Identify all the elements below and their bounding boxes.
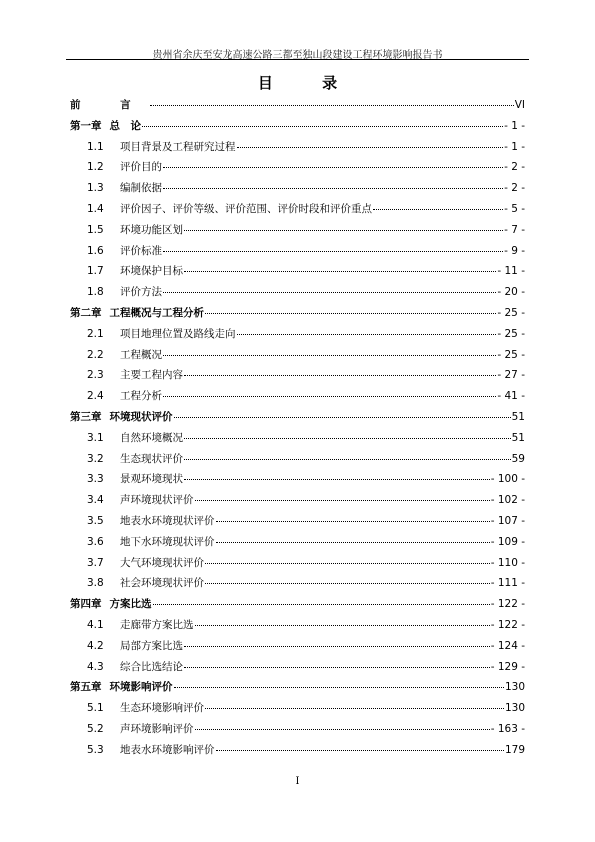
- toc-entry-title: 评价方法: [120, 286, 162, 299]
- toc-entry-title: 环境功能区划: [120, 223, 183, 236]
- toc-entry-title: 项目背景及工程研究过程: [120, 140, 236, 153]
- page-number: I: [295, 776, 300, 787]
- toc-entry-title: 工程概况与工程分析: [109, 306, 204, 319]
- toc-entry-title: 主要工程内容: [120, 369, 183, 382]
- toc-entry-number: 3.3: [87, 473, 104, 486]
- toc-entry-number: 1.2: [87, 161, 104, 174]
- toc-section-entry[interactable]: [70, 470, 525, 491]
- toc-entry-page: - 41 -: [497, 390, 525, 403]
- toc-section-entry[interactable]: [70, 387, 525, 408]
- toc-entry-title: 综合比选结论: [120, 660, 183, 673]
- toc-entry-title: 地表水环境现状评价: [120, 514, 215, 527]
- toc-section-entry[interactable]: [70, 325, 525, 346]
- dot-leader: [184, 260, 496, 272]
- dot-leader: [174, 676, 504, 688]
- dot-leader: [205, 697, 504, 709]
- toc-entry-title: 环境保护目标: [120, 265, 183, 278]
- toc-entry-page: - 27 -: [497, 369, 525, 382]
- toc-section-entry[interactable]: [70, 658, 525, 679]
- toc-section-entry[interactable]: [70, 429, 525, 450]
- toc-entry-title: 方案比选: [109, 598, 152, 611]
- table-of-contents: [70, 96, 525, 762]
- dot-leader: [195, 614, 490, 626]
- toc-section-entry[interactable]: [70, 200, 525, 221]
- toc-entry-number: 1.6: [87, 244, 104, 257]
- toc-section-entry[interactable]: [70, 699, 525, 720]
- dot-leader: [184, 656, 490, 668]
- toc-entry-title: 声环境现状评价: [120, 494, 194, 507]
- dot-leader: [216, 739, 504, 751]
- toc-section-entry[interactable]: [70, 533, 525, 554]
- toc-entry-number: 1.3: [87, 182, 104, 195]
- toc-section-entry[interactable]: [70, 554, 525, 575]
- toc-section-entry[interactable]: [70, 512, 525, 533]
- toc-entry-page: - 7 -: [504, 223, 525, 236]
- toc-entry-number: 2.2: [87, 348, 104, 361]
- toc-entry-page: 59: [511, 452, 525, 465]
- toc-section-entry[interactable]: [70, 158, 525, 179]
- dot-leader: [163, 344, 496, 356]
- toc-entry-title: 地表水环境影响评价: [120, 743, 215, 756]
- toc-chapter-entry[interactable]: [70, 408, 525, 429]
- toc-entry-page: VI: [514, 99, 525, 111]
- toc-section-entry[interactable]: [70, 283, 525, 304]
- dot-leader: [163, 385, 496, 397]
- toc-entry-page: - 122 -: [490, 618, 525, 631]
- toc-entry-title: 工程概况: [120, 348, 162, 361]
- toc-section-entry[interactable]: [70, 450, 525, 471]
- running-header: 贵州省余庆至安龙高速公路三都至独山段建设工程环境影响报告书: [152, 50, 443, 61]
- dot-leader: [184, 635, 490, 647]
- dot-leader: [205, 302, 496, 314]
- toc-entry-number: 5.3: [87, 743, 104, 756]
- toc-entry-number: 第二章: [70, 306, 102, 319]
- toc-chapter-entry[interactable]: [70, 595, 525, 616]
- toc-section-entry[interactable]: [70, 741, 525, 762]
- toc-section-entry[interactable]: [70, 346, 525, 367]
- toc-entry-page: - 110 -: [490, 556, 525, 569]
- toc-entry-page: - 109 -: [490, 535, 525, 548]
- toc-entry-page: - 102 -: [490, 494, 525, 507]
- toc-entry-page: - 5 -: [504, 202, 525, 215]
- toc-section-entry[interactable]: [70, 138, 525, 159]
- toc-chapter-entry[interactable]: [70, 117, 525, 138]
- dot-leader: [142, 115, 503, 127]
- toc-entry-number: 1.4: [87, 202, 104, 215]
- dot-leader: [184, 364, 496, 376]
- toc-entry-page: - 122 -: [490, 598, 525, 611]
- toc-entry-title: 声环境影响评价: [120, 722, 194, 735]
- toc-entry-title: 生态环境影响评价: [120, 702, 204, 715]
- toc-entry-number: 第五章: [70, 681, 102, 694]
- dot-leader: [216, 531, 490, 543]
- dot-leader: [184, 468, 490, 480]
- toc-entry-number: 1.8: [87, 286, 104, 299]
- toc-entry-page: - 9 -: [504, 244, 525, 257]
- dot-leader: [184, 219, 503, 231]
- dot-leader: [216, 510, 490, 522]
- toc-chapter-entry[interactable]: [70, 96, 525, 117]
- dot-leader: [237, 136, 504, 148]
- toc-entry-number: 1.5: [87, 223, 104, 236]
- toc-entry-title: 大气环境现状评价: [120, 556, 204, 569]
- toc-section-entry[interactable]: [70, 262, 525, 283]
- toc-entry-number: 3.2: [87, 452, 104, 465]
- dot-leader: [163, 156, 503, 168]
- dot-leader: [174, 406, 511, 418]
- toc-entry-page: - 2 -: [504, 161, 525, 174]
- toc-entry-title: 局部方案比选: [120, 639, 183, 652]
- dot-leader: [163, 281, 496, 293]
- toc-entry-page: 130: [504, 681, 525, 694]
- toc-entry-number: 3.8: [87, 577, 104, 590]
- toc-section-entry[interactable]: [70, 616, 525, 637]
- dot-leader: [184, 427, 511, 439]
- toc-chapter-entry[interactable]: [70, 678, 525, 699]
- toc-entry-page: - 25 -: [497, 327, 525, 340]
- toc-entry-number: 3.7: [87, 556, 104, 569]
- dot-leader: [163, 240, 503, 252]
- toc-entry-title: 工程分析: [120, 390, 162, 403]
- toc-entry-page: - 129 -: [490, 660, 525, 673]
- toc-entry-page: 130: [504, 702, 525, 715]
- toc-entry-number: 5.1: [87, 702, 104, 715]
- toc-entry-title: 总 论: [109, 119, 141, 132]
- toc-entry-page: - 163 -: [490, 722, 525, 735]
- dot-leader: [205, 552, 490, 564]
- toc-entry-page: - 1 -: [504, 119, 525, 132]
- toc-entry-number: 第一章: [70, 119, 102, 132]
- toc-entry-number: 第三章: [70, 410, 102, 423]
- toc-entry-number: 2.1: [87, 327, 104, 340]
- toc-entry-page: 51: [511, 431, 525, 444]
- toc-entry-page: - 2 -: [504, 182, 525, 195]
- toc-entry-number: 3.1: [87, 431, 104, 444]
- toc-entry-page: - 25 -: [497, 348, 525, 361]
- toc-entry-title: 走廊带方案比选: [120, 618, 194, 631]
- toc-entry-number: 4.3: [87, 660, 104, 673]
- toc-entry-number: 3.6: [87, 535, 104, 548]
- dot-leader: [153, 593, 490, 605]
- dot-leader: [195, 718, 490, 730]
- toc-entry-page: 179: [504, 743, 525, 756]
- dot-leader: [205, 572, 490, 584]
- toc-section-entry[interactable]: [70, 491, 525, 512]
- toc-entry-title: 社会环境现状评价: [120, 577, 204, 590]
- toc-entry-number: 1.1: [87, 140, 104, 153]
- dot-leader: [195, 489, 490, 501]
- toc-entry-page: - 111 -: [490, 577, 525, 590]
- header-rule: [66, 59, 529, 60]
- dot-leader: [150, 94, 514, 106]
- toc-entry-number: 5.2: [87, 722, 104, 735]
- toc-entry-title: 自然环境概况: [120, 431, 183, 444]
- toc-entry-page: - 11 -: [497, 265, 525, 278]
- toc-entry-number: 4.1: [87, 618, 104, 631]
- dot-leader: [237, 323, 497, 335]
- toc-entry-title: 生态现状评价: [120, 452, 183, 465]
- toc-entry-title: 评价目的: [120, 161, 162, 174]
- toc-entry-page: - 107 -: [490, 514, 525, 527]
- toc-entry-number: 3.5: [87, 514, 104, 527]
- toc-entry-title: 编制依据: [120, 182, 162, 195]
- toc-title: 目 录: [257, 74, 360, 92]
- toc-entry-number: 第四章: [70, 598, 102, 611]
- toc-entry-page: - 25 -: [497, 306, 525, 319]
- toc-entry-title: 评价因子、评价等级、评价范围、评价时段和评价重点: [120, 202, 372, 215]
- toc-entry-title: 景观环境现状: [120, 473, 183, 486]
- toc-entry-title: 地下水环境现状评价: [120, 535, 215, 548]
- toc-section-entry[interactable]: [70, 574, 525, 595]
- toc-section-entry[interactable]: [70, 242, 525, 263]
- toc-entry-title: 环境影响评价: [109, 681, 173, 694]
- toc-section-entry[interactable]: [70, 366, 525, 387]
- toc-entry-page: - 1 -: [504, 140, 525, 153]
- toc-entry-title: 评价标准: [120, 244, 162, 257]
- dot-leader: [373, 198, 503, 210]
- toc-entry-title: 前 言: [70, 99, 149, 111]
- toc-section-entry[interactable]: [70, 637, 525, 658]
- toc-section-entry[interactable]: [70, 221, 525, 242]
- toc-entry-page: - 100 -: [490, 473, 525, 486]
- toc-section-entry[interactable]: [70, 179, 525, 200]
- toc-entry-title: 环境现状评价: [109, 410, 173, 423]
- toc-entry-number: 2.4: [87, 390, 104, 403]
- toc-section-entry[interactable]: [70, 720, 525, 741]
- toc-entry-number: 3.4: [87, 494, 104, 507]
- dot-leader: [184, 448, 511, 460]
- toc-entry-number: 2.3: [87, 369, 104, 382]
- toc-entry-number: 1.7: [87, 265, 104, 278]
- toc-entry-title: 项目地理位置及路线走向: [120, 327, 236, 340]
- toc-chapter-entry[interactable]: [70, 304, 525, 325]
- dot-leader: [163, 177, 503, 189]
- toc-entry-number: 4.2: [87, 639, 104, 652]
- toc-entry-page: - 20 -: [497, 286, 525, 299]
- toc-entry-page: 51: [511, 410, 525, 423]
- toc-entry-page: - 124 -: [490, 639, 525, 652]
